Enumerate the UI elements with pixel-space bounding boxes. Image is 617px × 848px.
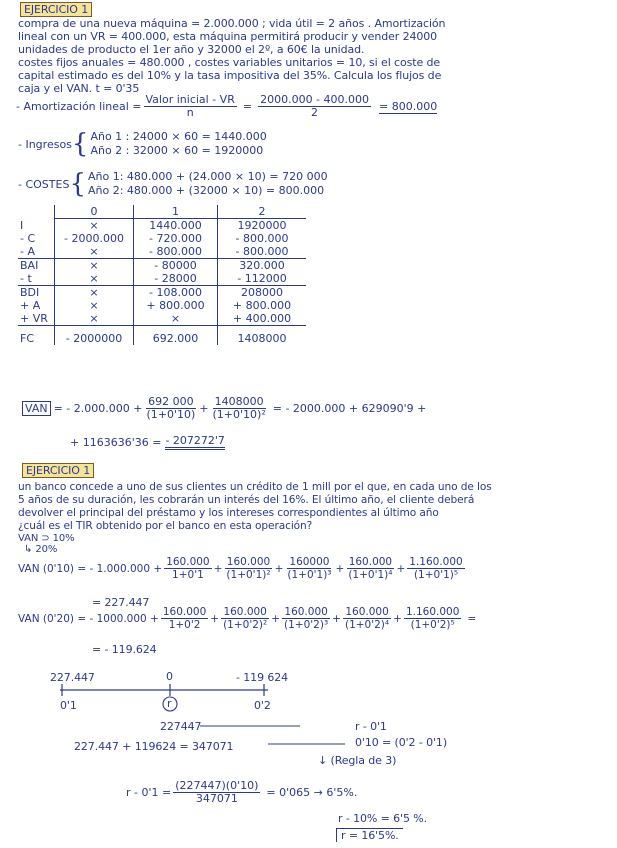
van-term-numerator: 1408000 xyxy=(214,395,264,408)
table-cell: - 800.000 xyxy=(218,232,307,245)
table-cell: - 2000000 xyxy=(55,326,134,346)
van-label: VAN xyxy=(22,401,51,416)
table-cell: - 28000 xyxy=(134,272,218,286)
table-cell: × xyxy=(55,312,134,326)
van-term-denominator: (1+0'10)² xyxy=(212,408,266,421)
table-cell: 320.000 xyxy=(218,259,307,273)
van-term-denominator: (1+0'10) xyxy=(146,408,196,421)
term-denominator: (1+0'1)³ xyxy=(287,569,332,581)
van-term-numerator: 692 000 xyxy=(148,395,194,408)
table-cell: + 800.000 xyxy=(134,299,218,312)
table-cell: - 720.000 xyxy=(134,232,218,245)
row-label: + VR xyxy=(20,312,48,325)
term-denominator: (1+0'2)² xyxy=(223,619,268,631)
table-cell: - 800.000 xyxy=(134,245,218,259)
term-denominator: 1+0'2 xyxy=(168,619,201,631)
term-numerator: 160000 xyxy=(289,556,330,568)
statement-line: 5 años de su duración, les cobrarán un interés del 16%. El último año, el cliente deberá xyxy=(18,494,475,506)
table-cell: - 800.000 xyxy=(218,245,307,259)
plus-sign: + xyxy=(199,402,209,415)
rule-of-three-b-right: 0'10 = (0'2 - 0'1) xyxy=(355,736,448,749)
row-label: + A xyxy=(20,299,41,312)
table-cell: × xyxy=(134,312,218,326)
table-cell: - 112000 xyxy=(218,272,307,286)
row-label: BDI xyxy=(18,286,55,300)
table-cell: × xyxy=(55,245,134,259)
rate-expression: r - 0'1 = xyxy=(126,786,172,799)
table-cell: × xyxy=(55,299,134,312)
term-denominator: (1+0'1)⁴ xyxy=(348,569,393,581)
timeline-left-value: 227.447 xyxy=(50,671,95,684)
table-header: 0 xyxy=(55,205,134,219)
van-result: - 207272'7 xyxy=(165,434,224,450)
row-label: I xyxy=(20,218,24,232)
rule-of-three-note: ↓ (Regla de 3) xyxy=(318,754,397,767)
row-label: - t xyxy=(20,272,32,285)
statement-line: devolver el principal del préstamo y los intereses correspondientes al último año xyxy=(18,507,439,519)
statement-line: ¿cuál es el TIR obtenido por el banco en esta operación? xyxy=(18,520,313,532)
van-010-label: VAN (0'10) = - 1.000.000 + xyxy=(18,562,163,575)
term-numerator: 160.000 xyxy=(223,606,267,618)
row-label: FC xyxy=(18,326,55,346)
table-cell: 1920000 xyxy=(218,219,307,233)
van-020-label: VAN (0'20) = - 1000.000 + xyxy=(18,612,159,625)
van-sum: + 1163636'36 = xyxy=(70,435,162,449)
amortization-denominator-values: 2 xyxy=(311,106,319,119)
table-cell: 1408000 xyxy=(218,326,307,346)
statement-line: compra de una nueva máquina = 2.000.000 ; vida útil = 2 años . Amortización xyxy=(18,17,446,30)
tir-final-result: r = 16'5%. xyxy=(336,828,403,842)
timeline-left-label: 0'1 xyxy=(60,699,77,712)
rate-adjusted: r - 10% = 6'5 %. xyxy=(338,812,428,825)
table-cell: + 400.000 xyxy=(218,312,307,326)
rate-result: = 0'065 → 6'5%. xyxy=(266,786,358,799)
row-label: - A xyxy=(20,245,35,258)
income-label: - Ingresos xyxy=(18,137,72,151)
amortization-label: - Amortización lineal = xyxy=(16,100,142,113)
rule-of-three-b: 227.447 + 119624 = 347071 xyxy=(74,740,234,753)
term-denominator: (1+0'2)⁵ xyxy=(410,619,455,631)
table-cell: × xyxy=(55,286,134,300)
statement-line: capital estimado es del 10% y la tasa impositiva del 35%. Calcula los flujos de xyxy=(18,69,442,82)
statement-line: unidades de producto el 1er año y 32000 el 2º, a 60€ la unidad. xyxy=(18,43,365,56)
rate-denominator: 347071 xyxy=(195,792,238,805)
table-cell: × xyxy=(55,219,134,233)
table-cell: - 80000 xyxy=(134,259,218,273)
income-year-1: Año 1 : 24000 × 60 = 1440.000 xyxy=(90,130,267,143)
exercise-1-title: EJERCICIO 1 xyxy=(20,2,92,17)
rate-calculation xyxy=(126,780,357,805)
amortization-numerator-values: 2000.000 - 400.000 xyxy=(260,93,370,106)
term-numerator: 160.000 xyxy=(284,606,328,618)
timeline-right-value: - 119 624 xyxy=(236,671,289,684)
term-denominator: (1+0'1)² xyxy=(226,569,271,581)
row-label: BAI xyxy=(18,259,55,273)
exercise-2-title: EJERCICIO 1 xyxy=(22,463,94,478)
term-numerator: 160.000 xyxy=(348,556,393,568)
statement-line: costes fijos anuales = 480.000 , costes variables unitarios = 10, si el coste de xyxy=(18,56,441,69)
table-cell: × xyxy=(55,272,134,286)
term-numerator: 1.160.000 xyxy=(405,606,460,618)
table-cell: - 108.000 xyxy=(134,286,218,300)
table-cell: 208000 xyxy=(218,286,307,300)
costs-label: - COSTES xyxy=(18,177,70,191)
van-rates-note: VAN ⊃ 10% xyxy=(18,533,75,544)
term-denominator: 1+0'1 xyxy=(172,569,204,581)
term-numerator: 160.000 xyxy=(162,606,207,618)
statement-line: un banco concede a uno de sus clientes un crédito de 1 mill por el que, en cada uno de los xyxy=(18,481,492,493)
income-year-2: Año 2 : 32000 × 60 = 1920000 xyxy=(90,144,264,157)
term-denominator: (1+0'2)⁴ xyxy=(344,619,390,631)
rule-of-three-a-right: r - 0'1 xyxy=(355,720,387,733)
van-010-line: VAN (0'10) = - 1.000.000 + $\frac{160.000}{1+0'1}$ + $\frac{160.000}{\text{(1+0'1)²}}$ + $\frac{160000}{\text{(1+0'1)³}}$ + $\frac{160.000}{\text{(1+0'1)⁴}}$ + $\frac{1.160.000}{\text{(1+0'1)⁵}}$ xyxy=(18,556,463,581)
amortization-numerator: Valor inicial - VR xyxy=(145,93,235,106)
term-numerator: 1.160.000 xyxy=(409,556,463,568)
costs-block: - COSTES { Año 1: 480.000 + (24.000 × 10) = 720 000 Año 2: 480.000 + (32000 × 10) = 800.000 xyxy=(18,169,328,199)
timeline-mid-label: r xyxy=(167,697,172,710)
income-block: - Ingresos { Año 1 : 24000 × 60 = 1440.000 Año 2 : 32000 × 60 = 1920000 xyxy=(18,129,267,159)
van-rates-note: ↳ 20% xyxy=(24,544,58,555)
amortization-line: - Amortización lineal = $\frac{\text{Valor inicial - VR}}{n}$ = $\frac{2000.000 - 400.000}{2}$ = 800.000 xyxy=(16,93,438,119)
van-start: = - 2.000.000 + xyxy=(53,402,143,415)
van-020-line: VAN (0'20) = - 1000.000 + $\frac{160.000}{1+0'2}$ + $\frac{160.000}{\text{(1+0'2)²}}$ + $\frac{160.000}{\text{(1+0'2)³}}$ + $\frac{160.000}{\text{(1+0'2)⁴}}$ + $\frac{1.160.000}{\text{(1+0'2)⁵}}$ = xyxy=(18,606,477,631)
rate-fraction xyxy=(173,780,260,805)
van-020-result: = - 119.624 xyxy=(92,643,157,656)
table-cell: 1440.000 xyxy=(134,219,218,233)
table-header: 1 xyxy=(134,205,218,219)
timeline-right-label: 0'2 xyxy=(254,699,271,712)
statement-line: lineal con un VR = 400.000, esta máquina permitirá producir y vender 24000 xyxy=(18,30,438,43)
term-numerator: 160.000 xyxy=(345,606,389,618)
table-cell: × xyxy=(55,259,134,273)
row-label: - C xyxy=(20,232,36,245)
term-denominator: (1+0'2)³ xyxy=(284,619,329,631)
statement-line: caja y el VAN. t = 0'35 xyxy=(18,82,140,95)
costs-year-1: Año 1: 480.000 + (24.000 × 10) = 720 000 xyxy=(88,170,328,183)
van-intermediate: = - 2000.000 + 629090'9 + xyxy=(272,402,427,415)
table-cell: 692.000 xyxy=(134,326,218,346)
amortization-denominator: n xyxy=(186,106,194,119)
table-header: 2 xyxy=(218,205,307,219)
table-cell: - 2000.000 xyxy=(55,232,134,245)
term-numerator: 160.000 xyxy=(166,556,210,568)
term-denominator: (1+0'1)⁵ xyxy=(413,569,459,581)
costs-year-2: Año 2: 480.000 + (32000 × 10) = 800.000 xyxy=(88,184,325,197)
table-cell: + 800.000 xyxy=(218,299,307,312)
term-numerator: 160.000 xyxy=(226,556,271,568)
timeline-mid-value: 0 xyxy=(166,670,173,683)
amortization-result: = 800.000 xyxy=(379,99,438,113)
rule-of-three-a: 227447 xyxy=(160,720,202,733)
rate-numerator: (227447)(0'10) xyxy=(175,779,259,792)
van-010-result: = 227.447 xyxy=(92,596,150,609)
